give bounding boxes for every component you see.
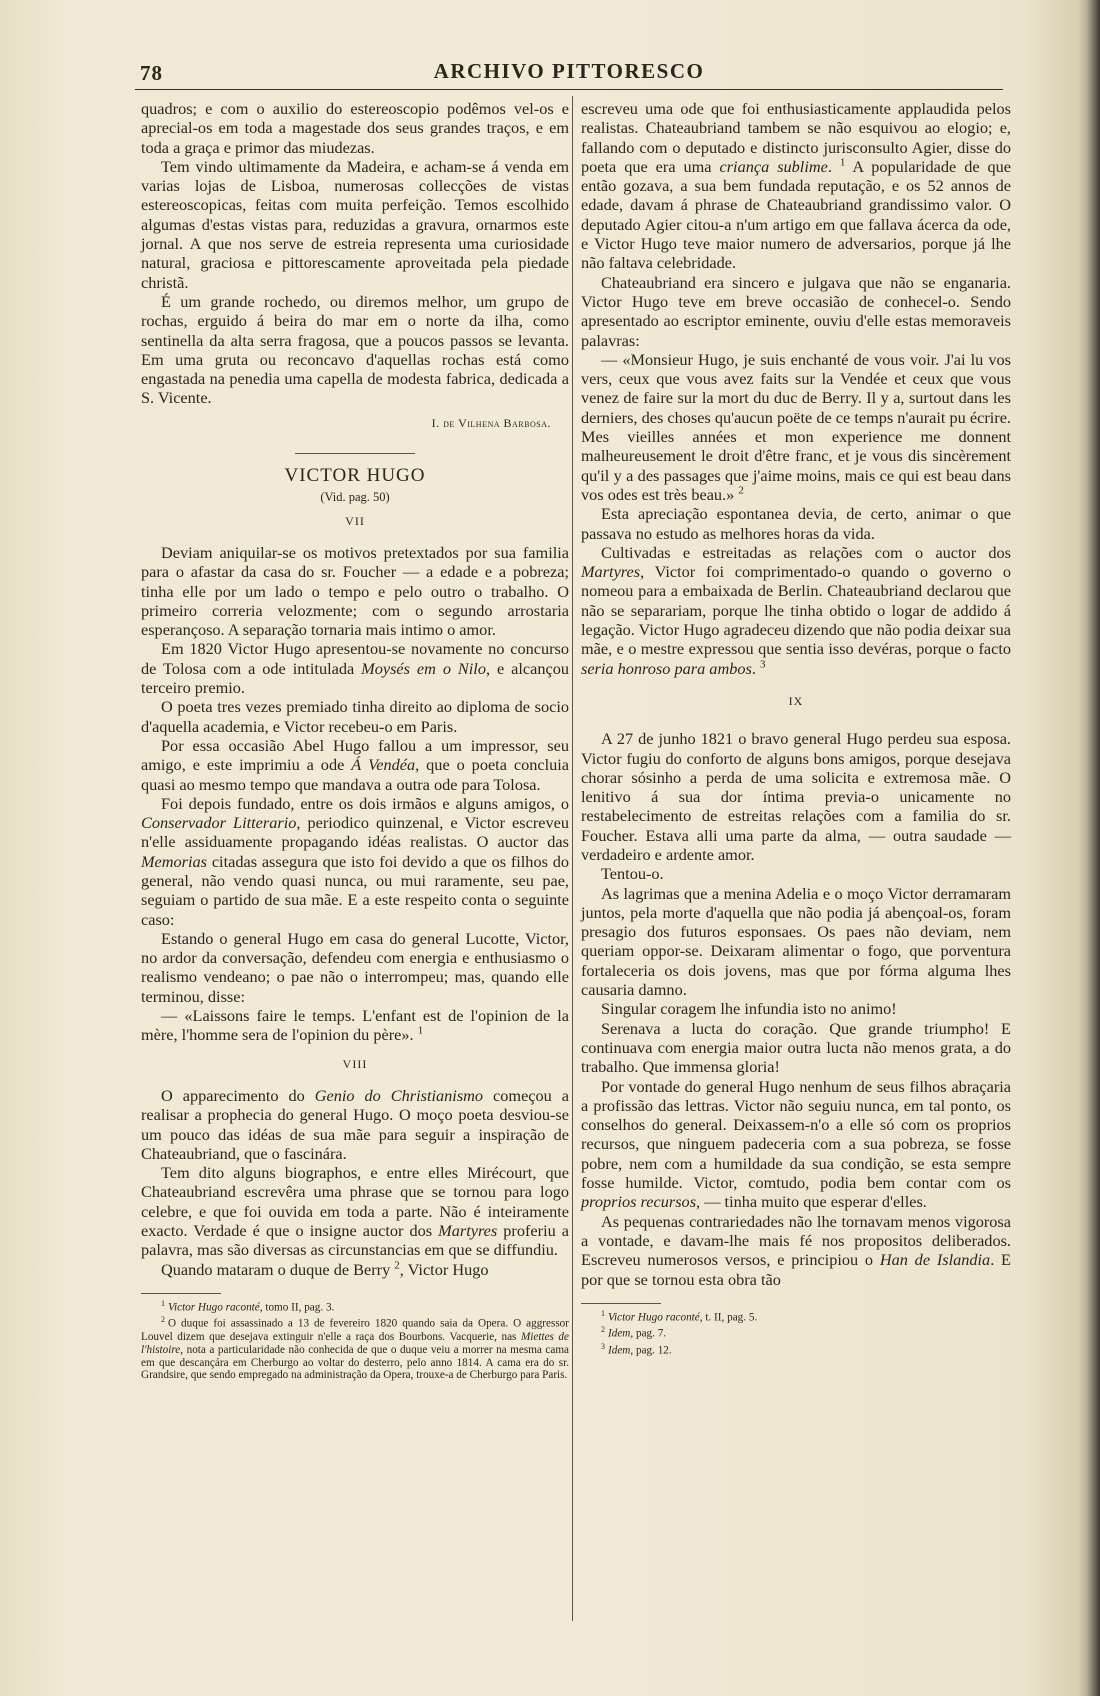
paragraph: Cultivadas e estreitadas as relações com o auctor dos Martyres, Victor foi comprimentado-o quando o governo o nomeou para a embaixada de Berlin. Chateaubriand declarou que não se separariam, porque lhe tinha obtido o logar de addido á legação. Victor Hugo agradeceu dizendo que não podia deixar sua mãe, e o mestre expressou que sentia isso devéras, porque o facto seria honroso para ambos. $^3$ [581, 542, 1011, 678]
paragraph: As lagrimas que a menina Adelia e o moço Victor derramaram juntos, pela morte d'aquella que não podia já abençoal-os, foram presagio dos futuros esponsaes. Os paes não deviam, nem queriam oppor-se. Deixaram alimentar o fogo, que porventura fortaleceria os dois jovens, mas que por fórma alguma lhes causaria damno. [581, 883, 1011, 1000]
paragraph: É um grande rochedo, ou diremos melhor, um grupo de rochas, erguido á beira do mar em o norte da ilha, como sentinella da alta serra fragosa, que a poucos passos se levanta. Em uma gruta ou reconcavo d'aquellas rochas está como engastada na penedia uma capella de modesta fabrica, dedicada a S. Vicente. [141, 291, 569, 408]
section-number: IX [788, 693, 804, 708]
paragraph: Singular coragem lhe infundia isto no animo! [601, 999, 897, 1019]
quote-paragraph: — «Laissons faire le temps. L'enfant est de l'opinion de la mère, l'homme sera de l'opinion du père». $^1$ [141, 1006, 569, 1045]
footnote-ref: 1 [839, 156, 846, 169]
paragraph: O poeta tres vezes premiado tinha direito ao diploma de socio d'aquella academia, e Victor recebeu-o em Paris. [141, 697, 569, 736]
paragraph: Por essa occasião Abel Hugo fallou a um impressor, seu amigo, e este imprimiu a ode Á Vendéa, que o poeta concluia quasi ao mesmo tempo que mandava a outra ode para Tolosa. [141, 735, 570, 794]
footnote-rule [141, 1293, 221, 1294]
paragraph: Foi depois fundado, entre os dois irmãos e alguns amigos, o Conservador Litterario, periodico quinzenal, e Victor escreveu n'elle assiduamente propagando idéas realistas. O auctor das Memorias citadas assegura que isto foi devido a que os filhos do general, não vendo quasi nunca, ou mui raramente, seu pae, seguiam o partido de sua mãe. E a este respeito conta o seguinte caso: [141, 793, 569, 929]
paragraph: quadros; e com o auxilio do estereoscopio podêmos vel-os e aprecial-os em toda a magestade dos seus grandes traços, e em toda a graça e primor das miudezas. [141, 99, 569, 157]
footnote: $^3$ Idem, pag. 12. [601, 1341, 672, 1357]
footnote: $^2$ Idem, pag. 7. [601, 1325, 667, 1341]
signature-name: Vilhena Barbosa. [458, 415, 551, 430]
footnote-ref: 1 [417, 1024, 424, 1037]
section-number: VII [345, 513, 365, 528]
paragraph: Chateaubriand era sincero e julgava que não se enganaria. Victor Hugo teve em breve occasião de conhecel-o. Sendo apresentado ao escriptor eminente, ouviu d'elle estas memoraveis palavras: [581, 272, 1011, 350]
paragraph: Em 1820 Victor Hugo apresentou-se novamente no concurso de Tolosa com a ode intitulada Moysés em o Nilo, e alcançou terceiro premio. [141, 639, 569, 698]
footnote: $^2$ O duque foi assassinado a 13 de fevereiro 1820 quando saia da Opera. O aggressor Louvel dizem que desejava extinguir n'elle a raça dos Bourbons. Vacquerie, nas Miettes de l'histoire, nota a particularidade não conhecida de que o duque veiu a morrer na mesma cama em que descançára em Cherburgo ao voltar do desterro, pelo anno 1814. A cama era do sr. Grandsire, que sendo empregado na administração da Opera, trouxe-a de Cherburgo para Paris. [141, 1315, 569, 1382]
paragraph: O apparecimento do Genio do Christianismo começou a realisar a prophecia do general Hugo. O moço poeta desviou-se um pouco das idéas de sua mãe para seguir a inspiração de Chateaubriand, que o fascinára. [141, 1085, 570, 1163]
signature-initial: I. de [431, 415, 459, 430]
right-column [581, 99, 1011, 1357]
paragraph: Quando mataram o duque de Berry $^2$, Victor Hugo [161, 1259, 489, 1279]
paragraph: Tentou-o. [601, 864, 664, 884]
article-title: VICTOR HUGO [284, 465, 426, 487]
journal-title: ARCHIVO PITTORESCO [433, 59, 705, 83]
page-edge-shadow [1086, 0, 1100, 1696]
column-divider [572, 96, 573, 1621]
footnote-ref: 2 [394, 1259, 400, 1272]
paragraph: escreveu uma ode que foi enthusiasticamente applaudida pelos realistas. Chateaubriand tambem se não esquivou ao elogio; e, fallando com o deputado e distincto jurisconsulto Agier, disse do poeta que era uma criança sublime. $^1$ A popularidade de que então gozava, a sua bem fundada reputação, e os 52 annos de edade, davam á phrase de Chateaubriand grandissimo valor. O deputado Agier citou-a n'um artigo em que fallava ácerca da ode, e Victor Hugo teve maior numero de adversarios, porque já lhe não faltava celebridade. [581, 99, 1012, 273]
paragraph: Serenava a lucta do coração. Que grande triumpho! E continuava com energia maior outra lucta não menos grata, a do trabalho. Que immensa gloria! [581, 1018, 1011, 1077]
footnote: $^1$ Victor Hugo raconté, t. II, pag. 5. [601, 1308, 758, 1324]
paragraph: As pequenas contrariedades não lhe tornavam menos vigorosa a vontade, e davam-lhe mais fé nos propositos deliberados. Escreveu numerosos versos, e principiou o Han de Islandia. E por que se tornou esta obra tão [581, 1211, 1011, 1289]
quote-paragraph: — «Monsieur Hugo, je suis enchanté de vous voir. J'ai lu vos vers, ceux que vous avez faits sur la Vendée et ceux que vous venez de faire sur la mort du duc de Berry. Il y a, surtout dans les derniers, des choses qu'aucun poëte de ce temps n'aurait pu écrire. Mes vieilles années et mon experience me donnent malheureusement le droit d'être franc, et je vous dis sincèrement qu'il y a des passages que j'aime moins, mais ce qui est beau dans vos odes est très beau.» $^2$ [581, 349, 1011, 504]
paragraph: Esta apreciação espontanea devia, de certo, animar o que passava no estudo as melhores horas da vida. [581, 504, 1011, 543]
page-number: 78 [140, 61, 163, 85]
footnote: $^1$ Victor Hugo raconté, tomo II, pag. 3. [161, 1298, 335, 1314]
footnote-ref: 2 [738, 484, 744, 497]
header-rule [135, 89, 1003, 90]
paragraph: Deviam aniquilar-se os motivos pretextados por sua familia para o afastar da casa do sr. Foucher — a edade e a pobreza; tinha elle por um lado o tempo e pelo outro o trabalho. O primeiro correria velozmente; com o segundo arrostaria esperançoso. A separação tornaria mais intimo o amor. [141, 542, 569, 640]
section-rule [295, 453, 415, 454]
footnote-ref: 3 [759, 658, 766, 671]
paragraph: Tem vindo ultimamente da Madeira, e acham-se á venda em varias lojas de Lisboa, numerosas collecções de vistas estereoscopicas, feitas com muita perfeição. Temos escolhido algumas d'estas vistas para, reduzidas a gravura, ornarmos este jornal. A que nos serve de estreia representa uma curiosidade natural, graciosa e pittorescamente aproveitada pela piedade christã. [141, 156, 569, 292]
section-number: VIII [342, 1056, 368, 1071]
paragraph: Por vontade do general Hugo nenhum de seus filhos abraçaria a profissão das lettras. Victor não seguiu nunca, em tal ponto, os conselhos do general. Deixassem-n'o a elle só com os proprios recursos, que ninguem padeceria com a sua pobreza, se fosse pobre, nem com a humildade da sua condição, se esta sempre fosse humilde. Victor, comtudo, podia bem contar com os proprios recursos, — tinha muito que esperar d'elles. [581, 1076, 1011, 1212]
paragraph: Estando o general Hugo em casa do general Lucotte, Victor, no ardor da conversação, defendeu com energia e enthusiasmo o realismo vendeano; o pae não o interrompeu; mas, quando elle terminou, disse: [141, 928, 569, 1006]
footnotes [581, 1303, 1011, 1358]
author-signature [141, 414, 551, 433]
paragraph: A 27 de junho 1821 o bravo general Hugo perdeu sua esposa. Victor fugiu do conforto de alguns bons amigos, porque desejava chorar sósinho a perda de uma solicita e extremosa mãe. O lenitivo á sua dor íntima previa-o unicamente no restabelecimento de estreitas relações com a familia do sr. Foucher. Estava alli uma parte da alma, — outra saudade — verdadeiro e ardente amor. [581, 729, 1011, 864]
article-reference: (Vid. pag. 50) [320, 490, 390, 505]
left-column [141, 99, 569, 1382]
paragraph: Tem dito alguns biographos, e entre elles Mirécourt, que Chateaubriand escrevêra uma phrase que se tornou para logo celebre, e que foi ouvida em toda a parte. Não é inteiramente exacto. Verdade é que o insigne auctor dos Martyres proferiu a palavra, mas são diversas as circunstancias em que se diffundiu. [141, 1163, 570, 1260]
footnote-rule [581, 1303, 661, 1304]
page-header [135, 56, 1003, 90]
footnotes [141, 1293, 569, 1382]
